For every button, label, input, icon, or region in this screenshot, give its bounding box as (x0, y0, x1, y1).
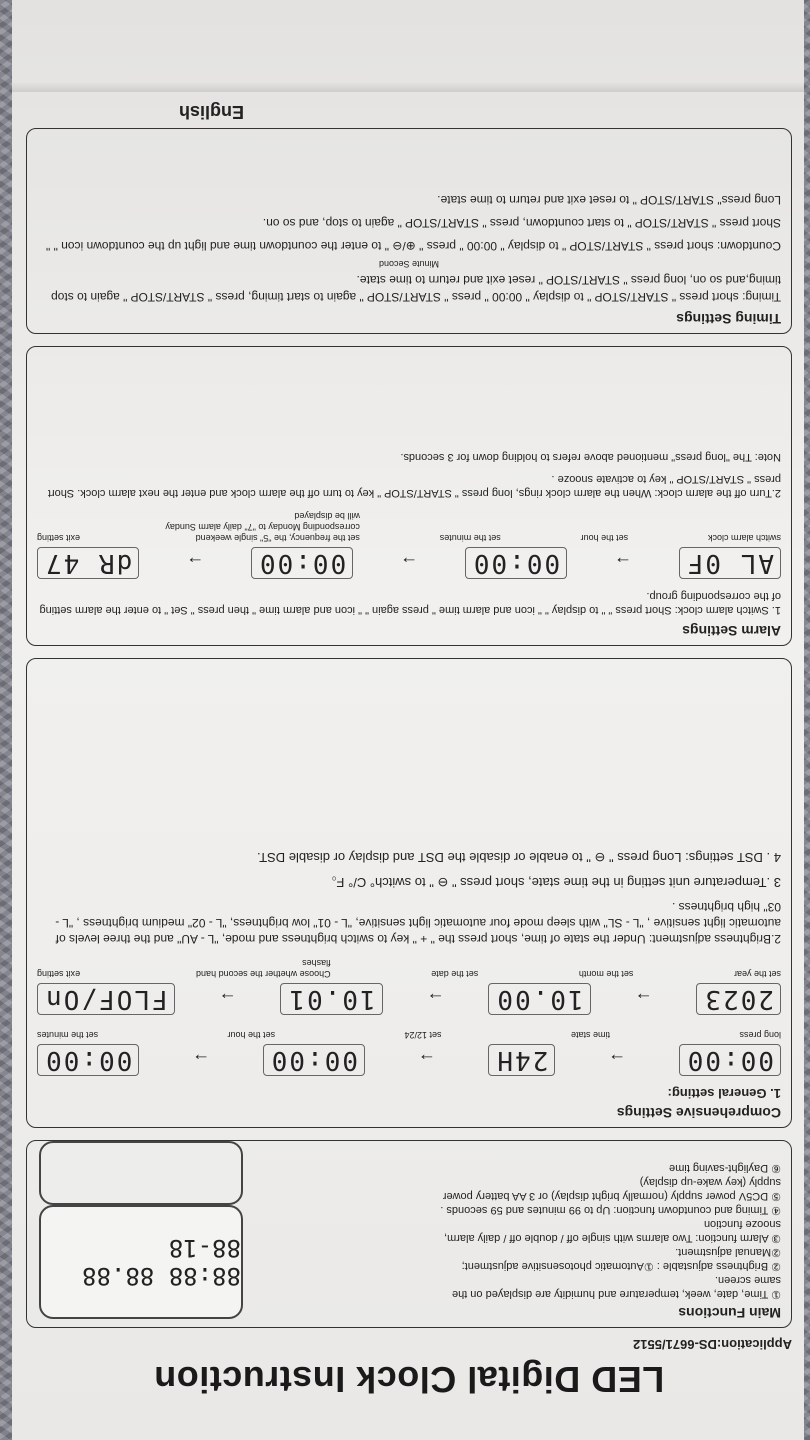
lcd-display: 00:00 (263, 1044, 365, 1076)
english-title: LED Digital Clock Instruction (153, 1359, 665, 1400)
brightness-text: 2.Brightness adjustment: Under the state of time, short press the " + " key to switch brightness and mode, "L - AU" and the three levels of automatic light sensitive , "L - SL" with sleep mode four automatic light sensitive, "L - 01" low brightness, "L - 02" medium brightness , "L - 03" high brightness . (55, 900, 781, 946)
instruction-sheet (12, 0, 804, 1440)
step-label: exit setting (37, 969, 81, 979)
step-label: set the frequency, the "5" single weekend corresponding Monday to "7" daily alarm Sunday will be displayed (165, 511, 360, 543)
step-label: set the year (733, 969, 781, 979)
step-label: set the month (578, 969, 634, 979)
timing-heading: Timing Settings (676, 311, 781, 327)
clock-front-illustration (39, 1205, 243, 1319)
main-function-item: ① Time, date, week, temperature and humidity are displayed on the same screen. (451, 1274, 781, 1300)
main-function-item: ③ Alarm function: Two alarms with single off / double off / daily alarm, snooze function (444, 1218, 781, 1244)
arrow-icon: → (634, 989, 653, 1010)
alarm-step-1: 1. Switch alarm clock: Short press " " to display " " icon and alarm time " press again " " icon and alarm time " then press " Set " to enter the alarm setting of the corresponding group. (39, 590, 781, 616)
step-label: set the hour (580, 533, 629, 543)
alarm-settings-box (26, 346, 792, 646)
alarm-display-row (37, 547, 781, 579)
english-title-block (26, 1337, 792, 1400)
language-label: English (178, 102, 244, 122)
alarm-labels (37, 510, 781, 543)
minute-second-label: Minute Second (378, 259, 440, 269)
arrow-icon: → (400, 553, 418, 574)
main-function-item: ④ Timing and countdown function: Up to 99 minutes and 59 seconds . (440, 1204, 781, 1216)
lcd-display: 00:00 (37, 1044, 139, 1076)
countdown-short-press: Short press " START/STOP " to start countdown, press " START/STOP " again to stop, and so on. (262, 216, 781, 230)
step-label: time state (571, 1030, 611, 1040)
arrow-icon: → (608, 1050, 627, 1071)
lcd-display: 10.01 (280, 983, 382, 1015)
comprehensive-settings-box (26, 658, 792, 1128)
lcd-display: 00:00 (465, 547, 567, 579)
step-label: set the hour (227, 1030, 276, 1040)
main-function-item: ② Brightness adjustable : ①Automatic photosensitive adjustment; ②Manual adjustment. (461, 1246, 781, 1272)
rotated-sheet (12, 0, 804, 1440)
arrow-icon: → (186, 553, 205, 574)
step-label: Choose whether the second hand flashes (196, 958, 331, 979)
dst-text: 4 . DST settings: Long press " ⊖ " to enable or disable the DST and display or disable DST. (256, 850, 781, 865)
arrow-icon: → (192, 1050, 211, 1071)
temperature-text: 3 .Temperature unit setting in the time state, short press " ⊖ " to switch° C/° F。 (323, 875, 781, 890)
step-label: set 12/24 (404, 1030, 442, 1040)
general-setting-heading: 1. General setting: (667, 1086, 781, 1101)
clock-back-illustration (39, 1141, 243, 1205)
arrow-icon: → (426, 989, 445, 1010)
lcd-display: 00:00 (251, 547, 353, 579)
step-label: set the date (431, 969, 479, 979)
lcd-display: 24H (488, 1044, 555, 1076)
alarm-note: Note: The "long press" mentioned above refers to holding down for 3 seconds. (400, 451, 781, 463)
step-label: set the minutes (37, 1030, 99, 1040)
alarm-step-2: 2.Turn off the alarm clock: When the alarm clock rings, long press " START/STOP " key to turn off the alarm clock and enter the next alarm clock. Short press " START/STOP " key to activate snooze . (47, 473, 781, 499)
alarm-heading: Alarm Settings (682, 623, 781, 639)
general-row-2-labels (37, 957, 781, 979)
lcd-display: FLOF/On (37, 983, 175, 1015)
step-label: switch alarm clock (707, 533, 781, 543)
english-application: Application:DS-6671/5512 (633, 1337, 792, 1352)
main-function-item: ⑤ DC5V power supply (normally bright display) or 3 AA battery power supply (key wake-up display) (442, 1176, 781, 1202)
arrow-icon: → (218, 989, 237, 1010)
step-label: set the minutes (439, 533, 501, 543)
arrow-icon: → (417, 1050, 436, 1071)
countdown-long-press: Long press" START/STOP " to reset exit and return to time state. (437, 193, 781, 207)
step-label: exit setting (37, 533, 81, 543)
main-functions-box (26, 1140, 792, 1328)
general-row-2 (37, 983, 781, 1015)
lcd-display: 00:00 (679, 1044, 781, 1076)
arrow-icon: → (613, 553, 632, 574)
lcd-display: 2023 (696, 983, 781, 1015)
paper-fold (12, 82, 804, 92)
step-label: long press (739, 1030, 781, 1040)
general-row-1 (37, 1044, 781, 1076)
clock-lcd-readout: 88:88 88.88 88-18 (82, 1234, 241, 1290)
general-row-1-labels (37, 1029, 781, 1040)
comprehensive-heading: Comprehensive Settings (616, 1105, 781, 1121)
lcd-display: dR 47 (37, 547, 139, 579)
main-functions-heading: Main Functions (678, 1305, 781, 1321)
lcd-display: AL 0F (679, 547, 781, 579)
lcd-display: 10.00 (488, 983, 590, 1015)
timing-line: Timing: short press " START/STOP " to display " 00:00 " press " START/STOP " again to start timing, press " START/STOP " again to stop timing,and so on, long press " START/STOP " reset exit and return to time state. (51, 273, 781, 304)
timing-settings-box (26, 128, 792, 334)
countdown-line: Countdown: short press " START/STOP " to display " 00:00 " press " ⊕/⊖ " to enter the countdown time and light up the countdown icon " " (45, 239, 781, 253)
main-function-item: ⑥ Daylight-saving time (669, 1162, 781, 1174)
